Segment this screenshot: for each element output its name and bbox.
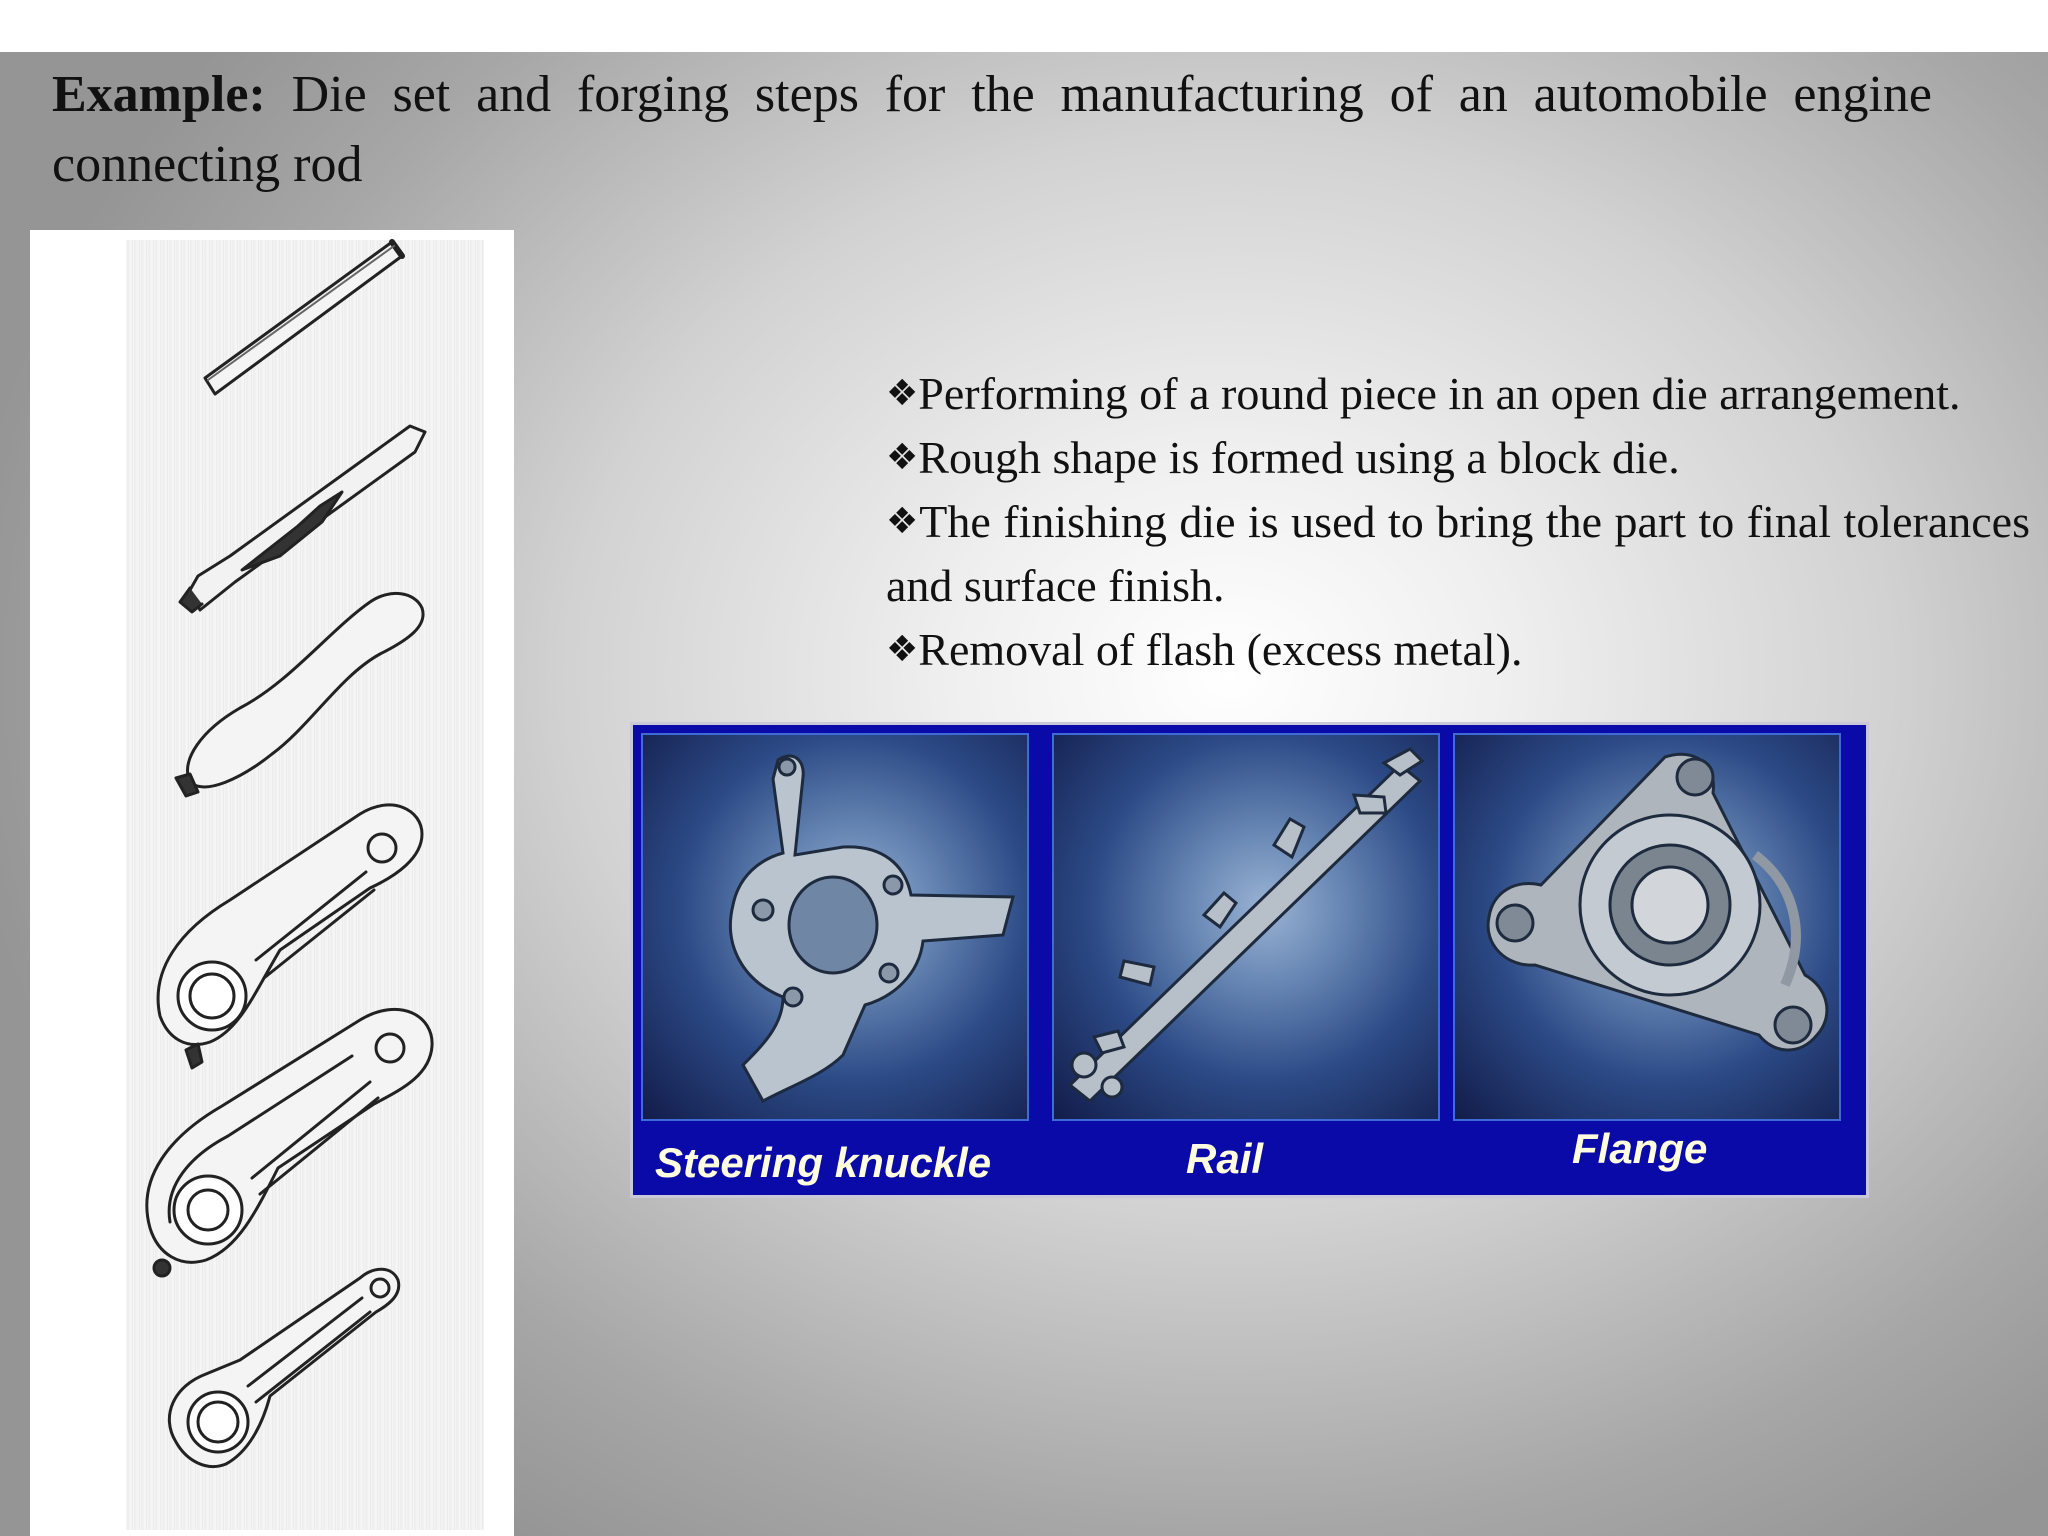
bullet-mark-icon: ❖	[886, 501, 920, 542]
bullet-item	[886, 490, 2030, 618]
steering-knuckle-photo	[641, 733, 1029, 1121]
bullet-mark-icon: ❖	[886, 629, 919, 670]
bullet-item	[886, 618, 2030, 682]
bullet-text: The finishing die is used to bring the part to final tolerances and surface finish.	[886, 496, 2030, 611]
flange-icon	[1455, 735, 1839, 1119]
slide-title	[52, 60, 1932, 200]
bullet-list	[886, 362, 2030, 682]
steering-knuckle-icon	[643, 735, 1027, 1119]
step-6-trimmed-rod-icon	[169, 1269, 398, 1466]
bullet-text: Rough shape is formed using a block die.	[918, 432, 1680, 483]
forging-steps-drawing	[30, 230, 514, 1536]
bullet-mark-icon: ❖	[886, 373, 919, 414]
steering-knuckle-caption: Steering knuckle	[655, 1139, 992, 1186]
step-1-round-bar-icon	[205, 242, 402, 394]
bullet-item	[886, 362, 2030, 426]
bullet-text: Removal of flash (excess metal).	[918, 624, 1523, 675]
bullet-item	[886, 426, 2030, 490]
slide	[0, 52, 2048, 1536]
bullet-text: Performing of a round piece in an open die arrangement.	[918, 368, 1961, 419]
rail-caption: Rail	[1186, 1135, 1264, 1182]
step-2-preform-icon	[180, 426, 425, 612]
bullet-mark-icon: ❖	[886, 437, 919, 478]
rail-photo	[1052, 733, 1440, 1121]
title-text: Die set and forging steps for the manufacturing of an automobile engine connecting rod	[52, 66, 1932, 193]
forged-parts-panel	[633, 725, 1866, 1195]
forging-steps-figure	[30, 230, 514, 1536]
title-bold-label: Example:	[52, 66, 266, 123]
rail-icon	[1054, 735, 1438, 1119]
flange-caption: Flange	[1572, 1125, 1708, 1172]
flange-photo	[1453, 733, 1841, 1121]
step-3-edged-blank-icon	[176, 593, 423, 796]
